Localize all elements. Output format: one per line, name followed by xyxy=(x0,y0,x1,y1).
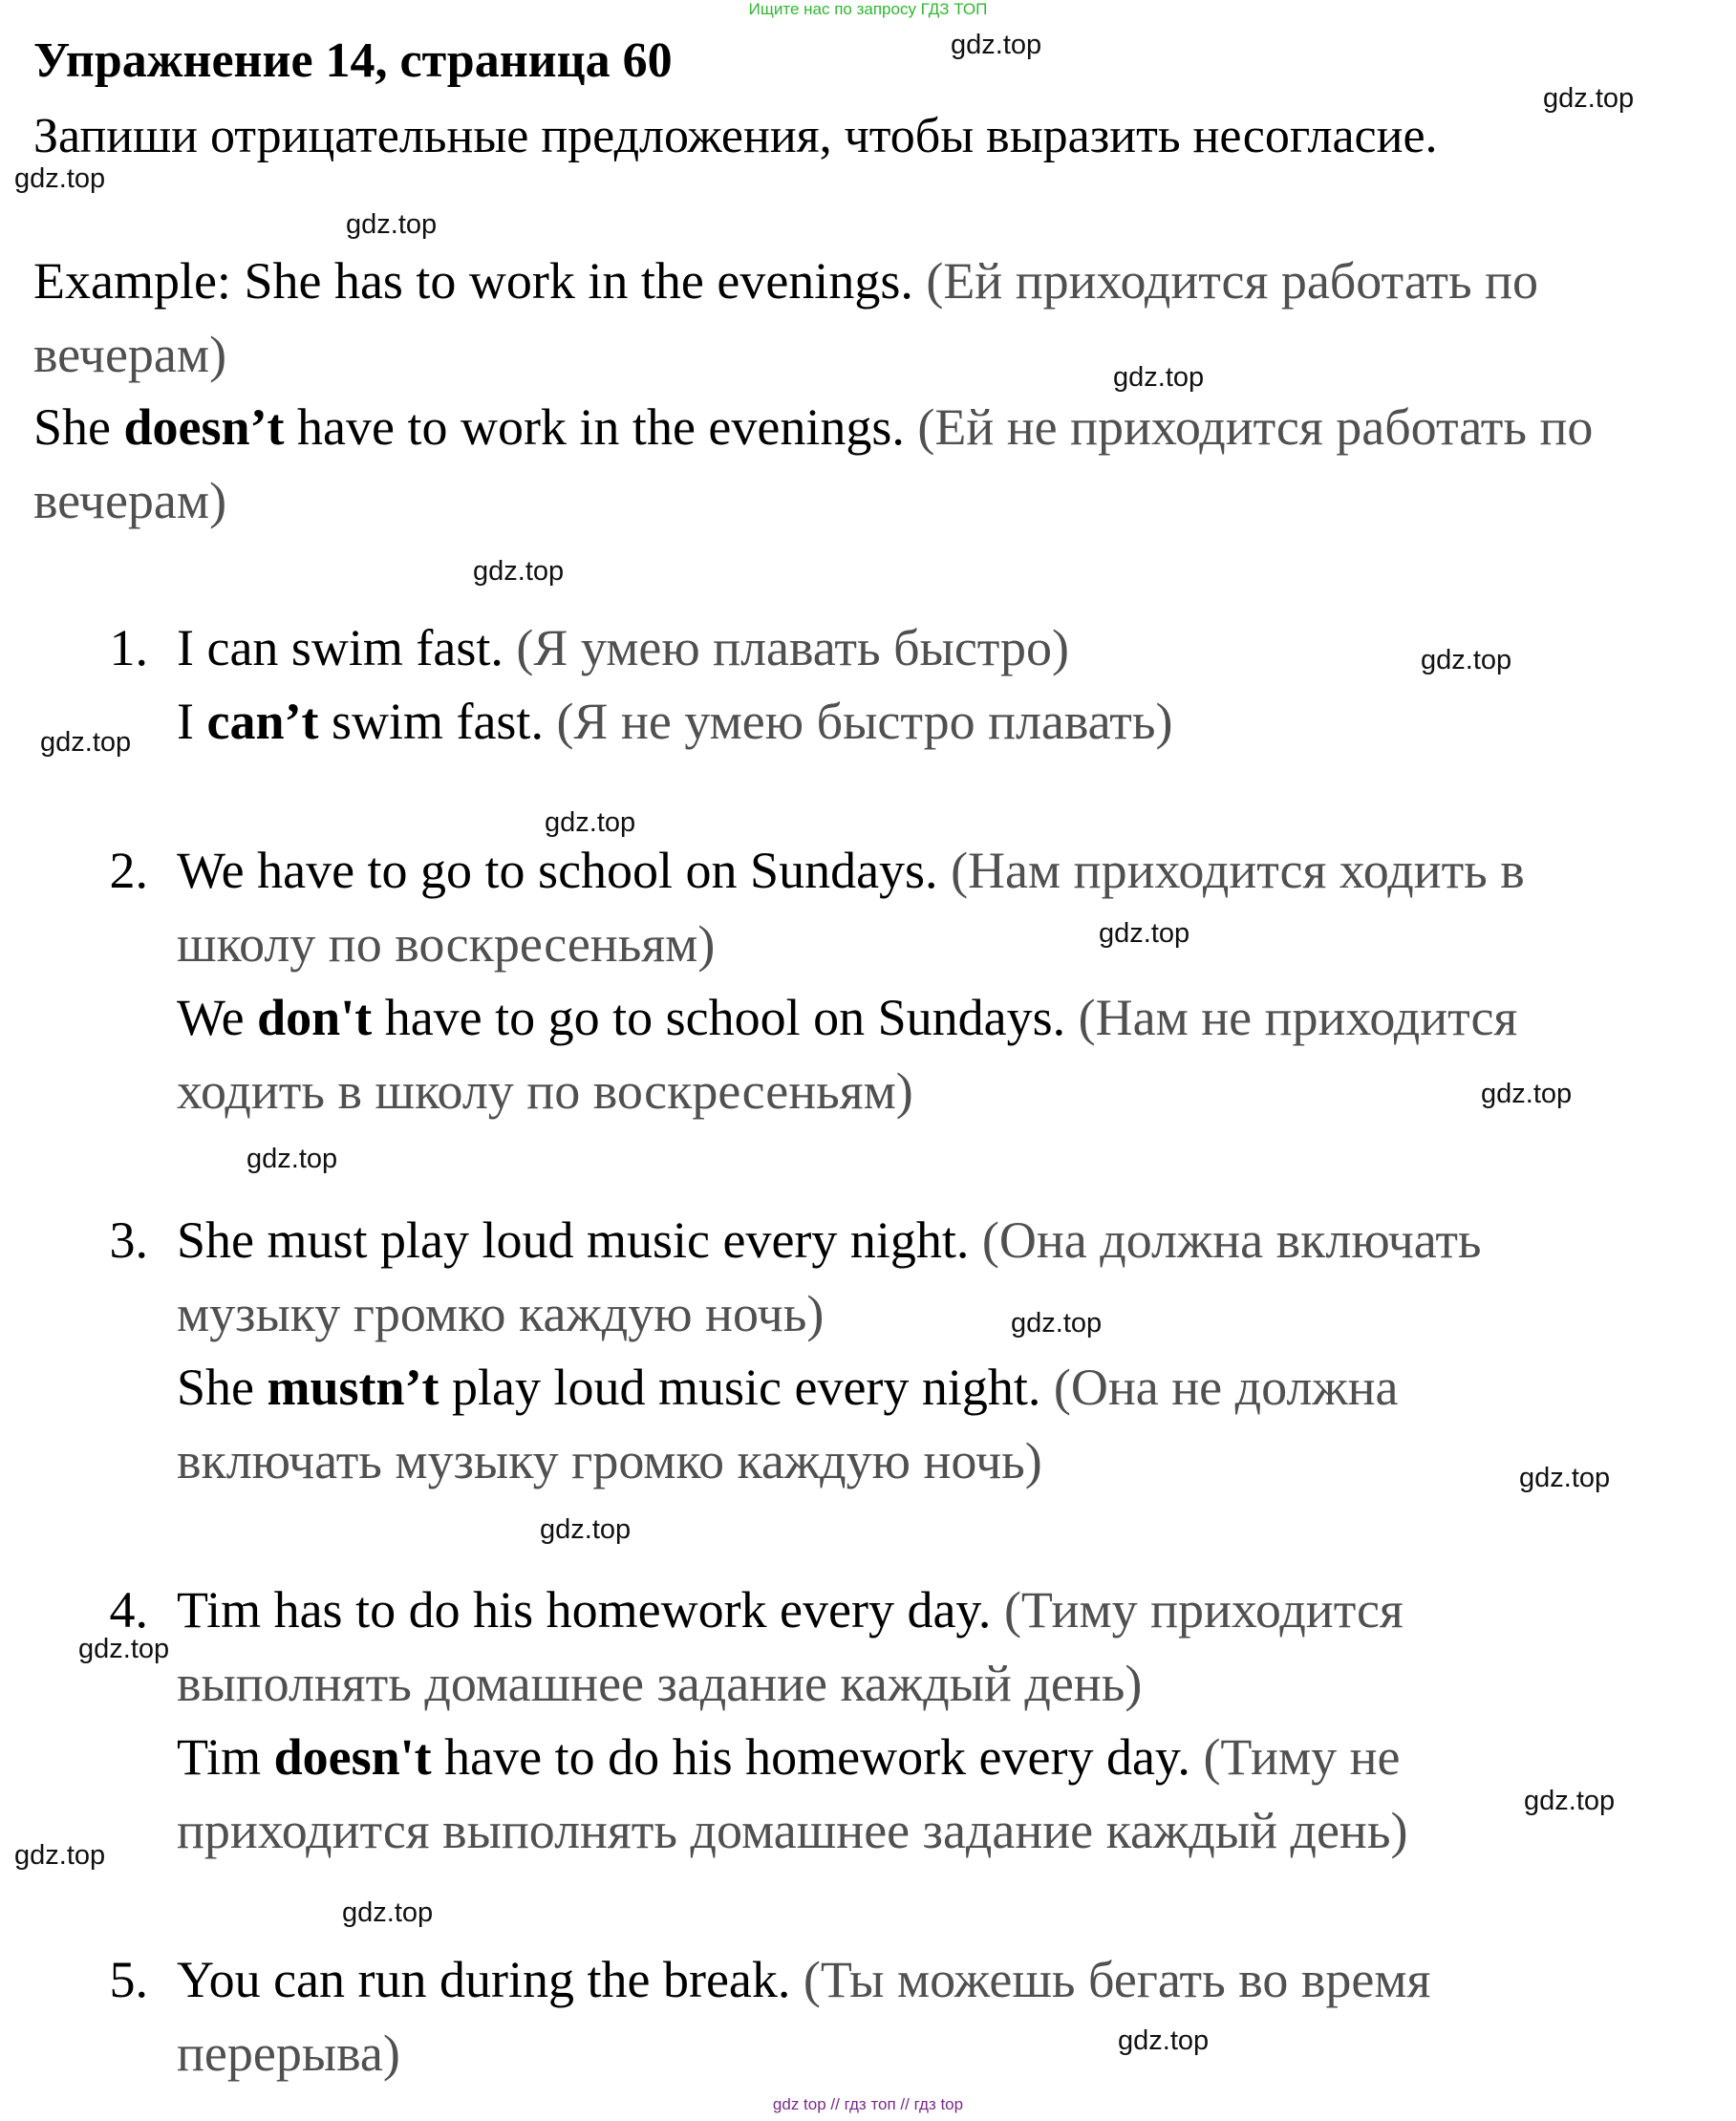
example-translation: (Ей приходится работать по xyxy=(926,252,1539,310)
item-2-answer xyxy=(177,981,1517,1054)
example-answer-bold: doesn’t xyxy=(123,398,285,456)
watermark: gdz.top xyxy=(473,556,565,587)
item-translation-cont: перерыва) xyxy=(177,2025,400,2082)
watermark: gdz.top xyxy=(14,1840,106,1871)
example-answer-post: have to work in the evenings. xyxy=(297,398,905,456)
answer-bold: can’t xyxy=(206,693,319,750)
item-3-answer xyxy=(177,1351,1399,1424)
watermark: gdz.top xyxy=(1011,1308,1103,1339)
watermark: gdz.top xyxy=(14,163,106,194)
watermark: gdz.top xyxy=(545,807,636,838)
item-translation: (Она должна включать xyxy=(981,1211,1482,1269)
answer-pre: She xyxy=(177,1359,254,1416)
answer-post: have to go to school on Sundays. xyxy=(384,989,1066,1046)
answer-translation: (Тиму не xyxy=(1203,1728,1401,1786)
watermark: gdz.top xyxy=(1519,1463,1611,1493)
example-line xyxy=(33,245,1538,317)
item-4-sentence xyxy=(177,1574,1404,1646)
watermark: gdz.top xyxy=(246,1144,338,1174)
page-title: Упражнение 14, страница 60 xyxy=(33,33,673,88)
watermark: gdz.top xyxy=(1481,1079,1573,1109)
answer-bold: don't xyxy=(257,989,373,1046)
watermark: gdz.top xyxy=(40,727,132,758)
item-4-answer xyxy=(177,1721,1401,1793)
example-answer-translation-cont: вечерам) xyxy=(33,472,227,529)
answer-pre: I xyxy=(177,693,194,750)
watermark: gdz.top xyxy=(1113,362,1205,393)
item-2-sentence xyxy=(177,834,1525,907)
watermark: gdz.top xyxy=(1118,2025,1210,2056)
example-answer xyxy=(33,391,1593,463)
item-sentence: I can swim fast. xyxy=(177,619,504,676)
watermark: gdz.top xyxy=(78,1634,170,1664)
item-translation: (Тиму приходится xyxy=(1003,1581,1404,1639)
item-number: 3. xyxy=(109,1211,148,1269)
item-translation-cont: музыку громко каждую ночь) xyxy=(177,1285,825,1342)
watermark: gdz.top xyxy=(342,1897,434,1928)
item-number: 4. xyxy=(109,1581,148,1639)
answer-pre: Tim xyxy=(177,1728,262,1786)
item-translation: (Я умею плавать быстро) xyxy=(516,619,1070,676)
answer-post: have to do his homework every day. xyxy=(444,1728,1190,1786)
watermark: gdz.top xyxy=(540,1514,632,1545)
item-translation-cont: выполнять домашнее задание каждый день) xyxy=(177,1655,1143,1712)
answer-pre: We xyxy=(177,989,245,1046)
watermark: gdz.top xyxy=(951,30,1042,60)
watermark: gdz.top xyxy=(1524,1786,1616,1816)
top-banner[interactable]: Ищите нас по запросу ГДЗ ТОП xyxy=(748,0,988,18)
footer-links[interactable]: gdz top // гдз топ // гдз top xyxy=(772,2095,964,2113)
watermark: gdz.top xyxy=(1099,918,1190,949)
item-sentence: Tim has to do his homework every day. xyxy=(177,1581,992,1639)
item-1-sentence xyxy=(177,611,1069,684)
example-translation-cont: вечерам) xyxy=(33,326,227,383)
example-sentence: She has to work in the evenings. xyxy=(244,252,913,310)
item-number: 5. xyxy=(109,1951,148,2008)
item-sentence: You can run during the break. xyxy=(177,1951,791,2008)
answer-translation-cont: ходить в школу по воскресеньям) xyxy=(177,1062,913,1120)
answer-translation-cont: приходится выполнять домашнее задание каждый день) xyxy=(177,1802,1408,1859)
item-3-sentence xyxy=(177,1204,1482,1276)
item-sentence: She must play loud music every night. xyxy=(177,1211,970,1269)
answer-translation: (Нам не приходится xyxy=(1078,989,1518,1046)
answer-bold: doesn't xyxy=(273,1728,432,1786)
item-translation: (Ты можешь бегать во время xyxy=(803,1951,1431,2008)
answer-translation-cont: включать музыку громко каждую ночь) xyxy=(177,1432,1042,1489)
answer-post: swim fast. xyxy=(331,693,544,750)
answer-post: play loud music every night. xyxy=(452,1359,1041,1416)
item-translation-cont: школу по воскресеньям) xyxy=(177,915,716,973)
task-instruction: Запиши отрицательные предложения, чтобы выразить несогласие. xyxy=(33,109,1438,163)
answer-translation: (Я не умею быстро плавать) xyxy=(556,693,1173,750)
item-sentence: We have to go to school on Sundays. xyxy=(177,842,938,899)
item-5-sentence xyxy=(177,1943,1430,2016)
answer-bold: mustn’t xyxy=(267,1359,439,1416)
example-answer-translation: (Ей не приходится работать по xyxy=(917,398,1594,456)
watermark: gdz.top xyxy=(346,209,438,240)
watermark: gdz.top xyxy=(1543,83,1635,114)
example-answer-pre: She xyxy=(33,398,111,456)
watermark: gdz.top xyxy=(1421,645,1512,675)
answer-translation: (Она не должна xyxy=(1053,1359,1399,1416)
item-number: 1. xyxy=(109,619,148,676)
item-translation: (Нам приходится ходить в xyxy=(951,842,1525,899)
item-number: 2. xyxy=(109,842,148,899)
example-label: Example: xyxy=(33,252,231,310)
item-1-answer xyxy=(177,685,1172,758)
